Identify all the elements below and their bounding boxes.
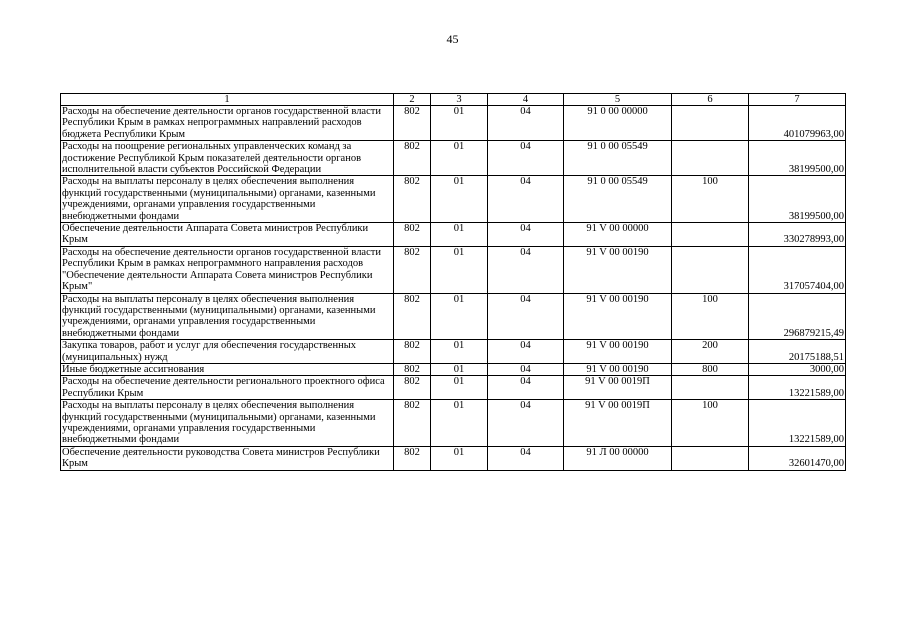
row-target-article: 91 Л 00 00000	[564, 446, 672, 470]
row-ministry-code: 802	[394, 293, 431, 340]
row-ministry-code: 802	[394, 363, 431, 375]
row-target-article: 91 V 00 00190	[564, 246, 672, 293]
row-subsection-code: 04	[488, 246, 564, 293]
row-description: Обеспечение деятельности руководства Совета министров Республики Крым	[61, 446, 394, 470]
row-target-article: 91 0 00 05549	[564, 176, 672, 223]
table-row	[61, 363, 846, 375]
row-description: Расходы на обеспечение деятельности органов государственной власти Республики Крым в рамках непрограммных направлений расходов бюджета Республики Крым	[61, 106, 394, 141]
row-expense-type: 100	[672, 293, 749, 340]
row-amount: 3000,00	[749, 363, 846, 375]
row-subsection-code: 04	[488, 223, 564, 247]
row-amount: 296879215,49	[749, 293, 846, 340]
row-amount: 38199500,00	[749, 141, 846, 176]
row-amount: 20175188,51	[749, 340, 846, 364]
row-ministry-code: 802	[394, 246, 431, 293]
table-row	[61, 293, 846, 340]
row-section-code: 01	[431, 293, 488, 340]
table-row	[61, 176, 846, 223]
row-target-article: 91 V 00 00190	[564, 340, 672, 364]
row-amount: 32601470,00	[749, 446, 846, 470]
row-ministry-code: 802	[394, 176, 431, 223]
row-ministry-code: 802	[394, 400, 431, 447]
row-subsection-code: 04	[488, 106, 564, 141]
row-description: Расходы на обеспечение деятельности регионального проектного офиса Республики Крым	[61, 376, 394, 400]
row-expense-type: 800	[672, 363, 749, 375]
column-header: 6	[672, 94, 749, 106]
column-header: 2	[394, 94, 431, 106]
row-expense-type	[672, 446, 749, 470]
row-target-article: 91 V 00 00190	[564, 363, 672, 375]
column-header: 5	[564, 94, 672, 106]
row-subsection-code: 04	[488, 400, 564, 447]
row-subsection-code: 04	[488, 363, 564, 375]
row-description: Расходы на выплаты персоналу в целях обеспечения выполнения функций государственными (муниципальными) органами, казенными учреждениями, органами управления государственными внебюджетными фондами	[61, 293, 394, 340]
row-subsection-code: 04	[488, 376, 564, 400]
row-expense-type	[672, 223, 749, 247]
row-target-article: 91 V 00 0019П	[564, 400, 672, 447]
row-expense-type	[672, 141, 749, 176]
row-target-article: 91 V 00 00000	[564, 223, 672, 247]
row-ministry-code: 802	[394, 340, 431, 364]
budget-table	[60, 93, 846, 471]
row-description: Расходы на выплаты персоналу в целях обеспечения выполнения функций государственными (муниципальными) органами, казенными учреждениями, органами управления государственными внебюджетными фондами	[61, 400, 394, 447]
row-section-code: 01	[431, 340, 488, 364]
column-header: 4	[488, 94, 564, 106]
table-row	[61, 246, 846, 293]
row-subsection-code: 04	[488, 446, 564, 470]
row-amount: 13221589,00	[749, 400, 846, 447]
row-ministry-code: 802	[394, 223, 431, 247]
row-amount: 13221589,00	[749, 376, 846, 400]
table-row	[61, 141, 846, 176]
row-subsection-code: 04	[488, 176, 564, 223]
page-number: 45	[446, 32, 459, 46]
row-description: Расходы на обеспечение деятельности органов государственной власти Республики Крым в рамках непрограммного направления расходов "Обеспечение деятельности Аппарата Совета министров Республики Крым"	[61, 246, 394, 293]
table-row	[61, 106, 846, 141]
row-description: Иные бюджетные ассигнования	[61, 363, 394, 375]
row-target-article: 91 0 00 05549	[564, 141, 672, 176]
row-expense-type: 100	[672, 400, 749, 447]
row-description: Расходы на поощрение региональных управленческих команд за достижение Республикой Крым показателей деятельности органов исполнительной власти субъектов Российской Федерации	[61, 141, 394, 176]
row-amount: 38199500,00	[749, 176, 846, 223]
row-section-code: 01	[431, 176, 488, 223]
table-row	[61, 446, 846, 470]
column-header: 7	[749, 94, 846, 106]
row-expense-type	[672, 246, 749, 293]
row-section-code: 01	[431, 246, 488, 293]
row-ministry-code: 802	[394, 446, 431, 470]
row-section-code: 01	[431, 400, 488, 447]
row-amount: 330278993,00	[749, 223, 846, 247]
row-ministry-code: 802	[394, 376, 431, 400]
row-description: Закупка товаров, работ и услуг для обеспечения государственных (муниципальных) нужд	[61, 340, 394, 364]
table-row	[61, 376, 846, 400]
row-expense-type	[672, 376, 749, 400]
row-description: Расходы на выплаты персоналу в целях обеспечения выполнения функций государственными (муниципальными) органами, казенными учреждениями, органами управления государственными внебюджетными фондами	[61, 176, 394, 223]
column-header: 3	[431, 94, 488, 106]
table-row	[61, 340, 846, 364]
row-description: Обеспечение деятельности Аппарата Совета министров Республики Крым	[61, 223, 394, 247]
row-subsection-code: 04	[488, 293, 564, 340]
table-header-row	[61, 94, 846, 106]
row-section-code: 01	[431, 106, 488, 141]
table-row	[61, 223, 846, 247]
row-ministry-code: 802	[394, 141, 431, 176]
row-ministry-code: 802	[394, 106, 431, 141]
row-section-code: 01	[431, 363, 488, 375]
row-expense-type: 100	[672, 176, 749, 223]
row-expense-type	[672, 106, 749, 141]
row-section-code: 01	[431, 141, 488, 176]
row-subsection-code: 04	[488, 340, 564, 364]
row-subsection-code: 04	[488, 141, 564, 176]
row-section-code: 01	[431, 223, 488, 247]
row-target-article: 91 0 00 00000	[564, 106, 672, 141]
row-section-code: 01	[431, 446, 488, 470]
row-target-article: 91 V 00 00190	[564, 293, 672, 340]
row-amount: 401079963,00	[749, 106, 846, 141]
row-expense-type: 200	[672, 340, 749, 364]
table-row	[61, 400, 846, 447]
row-section-code: 01	[431, 376, 488, 400]
row-amount: 317057404,00	[749, 246, 846, 293]
row-target-article: 91 V 00 0019П	[564, 376, 672, 400]
column-header: 1	[61, 94, 394, 106]
